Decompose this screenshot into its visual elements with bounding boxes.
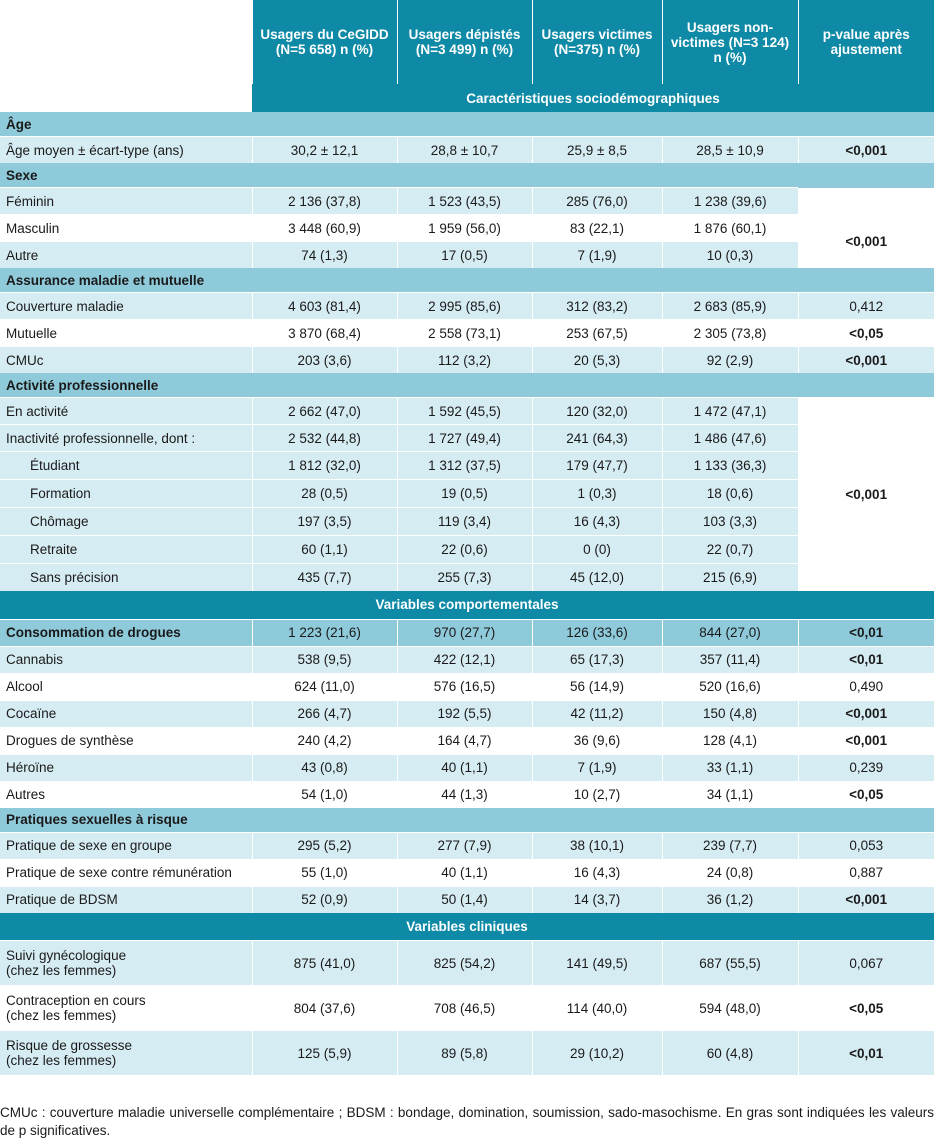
value-cell: 38 (10,1) — [532, 832, 662, 859]
value-cell: 538 (9,5) — [252, 646, 397, 673]
table-row — [0, 293, 934, 320]
value-cell: 7 (1,9) — [532, 754, 662, 781]
table-row — [0, 242, 934, 269]
table-row — [0, 941, 934, 986]
value-cell: 44 (1,3) — [397, 781, 532, 808]
table-row — [0, 859, 934, 886]
value-cell: 435 (7,7) — [252, 564, 397, 592]
value-cell: 25,9 ± 8,5 — [532, 137, 662, 164]
value-cell: 1 523 (43,5) — [397, 188, 532, 215]
pvalue-cell: <0,01 — [798, 619, 934, 646]
pvalue-cell: 0,053 — [798, 832, 934, 859]
value-cell: 295 (5,2) — [252, 832, 397, 859]
value-cell: 54 (1,0) — [252, 781, 397, 808]
header-non-victimes: Usagers non-victimes (N=3 124) n (%) — [662, 0, 798, 84]
value-cell: 825 (54,2) — [397, 941, 532, 986]
value-cell: 3 870 (68,4) — [252, 320, 397, 347]
value-cell: 28,8 ± 10,7 — [397, 137, 532, 164]
row-label: Pratique de sexe en groupe — [0, 832, 252, 859]
pvalue-cell: <0,05 — [798, 320, 934, 347]
value-cell: 239 (7,7) — [662, 832, 798, 859]
value-cell: 65 (17,3) — [532, 646, 662, 673]
header-depistes: Usagers dépistés (N=3 499) n (%) — [397, 0, 532, 84]
value-cell: 1 876 (60,1) — [662, 215, 798, 242]
value-cell: 126 (33,6) — [532, 619, 662, 646]
value-cell: 60 (1,1) — [252, 536, 397, 564]
table-row — [0, 137, 934, 164]
table-row — [0, 781, 934, 808]
table-row — [0, 347, 934, 374]
value-cell: 24 (0,8) — [662, 859, 798, 886]
table-row — [0, 398, 934, 425]
section-sexe: Sexe — [0, 163, 934, 188]
value-cell: 33 (1,1) — [662, 754, 798, 781]
pvalue-cell: <0,01 — [798, 646, 934, 673]
value-cell: 36 (1,2) — [662, 886, 798, 913]
row-label: Féminin — [0, 188, 252, 215]
row-label: Cocaïne — [0, 700, 252, 727]
row-label: Consommation de drogues — [0, 619, 252, 646]
row-label-line: Suivi gynécologique — [6, 948, 127, 963]
value-cell: 2 532 (44,8) — [252, 425, 397, 452]
value-cell: 120 (32,0) — [532, 398, 662, 425]
section-pratiques: Pratiques sexuelles à risque — [0, 808, 934, 833]
table-row — [0, 452, 934, 480]
value-cell: 16 (4,3) — [532, 859, 662, 886]
row-label — [0, 941, 252, 986]
value-cell: 179 (47,7) — [532, 452, 662, 480]
table-row — [0, 700, 934, 727]
value-cell: 1 223 (21,6) — [252, 619, 397, 646]
row-label-line: Risque de grossesse — [6, 1038, 133, 1053]
value-cell: 52 (0,9) — [252, 886, 397, 913]
value-cell: 42 (11,2) — [532, 700, 662, 727]
row-label: Couverture maladie — [0, 293, 252, 320]
value-cell: 241 (64,3) — [532, 425, 662, 452]
value-cell: 255 (7,3) — [397, 564, 532, 592]
value-cell: 10 (0,3) — [662, 242, 798, 269]
table-row — [0, 320, 934, 347]
value-cell: 0 (0) — [532, 536, 662, 564]
value-cell: 1 238 (39,6) — [662, 188, 798, 215]
pvalue-cell: <0,001 — [798, 137, 934, 164]
band-socio — [0, 84, 934, 112]
value-cell: 253 (67,5) — [532, 320, 662, 347]
band-behav — [0, 591, 934, 619]
value-cell: 103 (3,3) — [662, 508, 798, 536]
table-row — [0, 986, 934, 1031]
value-cell: 18 (0,6) — [662, 480, 798, 508]
value-cell: 128 (4,1) — [662, 727, 798, 754]
footnote: CMUc : couverture maladie universelle complémentaire ; BDSM : bondage, domination, soumission, sado-masochisme. En gras sont indiquées les valeurs de p significatives. — [0, 1105, 934, 1138]
value-cell: 22 (0,6) — [397, 536, 532, 564]
value-cell: 40 (1,1) — [397, 859, 532, 886]
value-cell: 83 (22,1) — [532, 215, 662, 242]
row-label-line: (chez les femmes) — [6, 1008, 117, 1023]
pvalue-cell: <0,05 — [798, 781, 934, 808]
pvalue-cell: <0,001 — [798, 347, 934, 374]
value-cell: 197 (3,5) — [252, 508, 397, 536]
value-cell: 16 (4,3) — [532, 508, 662, 536]
value-cell: 114 (40,0) — [532, 986, 662, 1031]
header-row — [0, 0, 934, 84]
value-cell: 2 136 (37,8) — [252, 188, 397, 215]
pvalue-cell: <0,001 — [798, 700, 934, 727]
value-cell: 89 (5,8) — [397, 1031, 532, 1076]
pvalue-cell: 0,412 — [798, 293, 934, 320]
header-pvalue: p-value après ajustement — [798, 0, 934, 84]
value-cell: 2 662 (47,0) — [252, 398, 397, 425]
row-label — [0, 986, 252, 1031]
value-cell: 92 (2,9) — [662, 347, 798, 374]
table-row — [0, 646, 934, 673]
value-cell: 312 (83,2) — [532, 293, 662, 320]
value-cell: 624 (11,0) — [252, 673, 397, 700]
row-label-line: Contraception en cours — [6, 993, 146, 1008]
value-cell: 2 558 (73,1) — [397, 320, 532, 347]
pvalue-cell: 0,067 — [798, 941, 934, 986]
value-cell: 1 (0,3) — [532, 480, 662, 508]
value-cell: 150 (4,8) — [662, 700, 798, 727]
value-cell: 30,2 ± 12,1 — [252, 137, 397, 164]
value-cell: 4 603 (81,4) — [252, 293, 397, 320]
value-cell: 17 (0,5) — [397, 242, 532, 269]
section-assurance: Assurance maladie et mutuelle — [0, 268, 934, 293]
value-cell: 1 592 (45,5) — [397, 398, 532, 425]
row-label: Retraite — [0, 536, 252, 564]
value-cell: 1 472 (47,1) — [662, 398, 798, 425]
value-cell: 844 (27,0) — [662, 619, 798, 646]
value-cell: 1 312 (37,5) — [397, 452, 532, 480]
band-clin — [0, 913, 934, 941]
value-cell: 520 (16,6) — [662, 673, 798, 700]
value-cell: 357 (11,4) — [662, 646, 798, 673]
table-row — [0, 1031, 934, 1076]
table-row — [0, 480, 934, 508]
value-cell: 804 (37,6) — [252, 986, 397, 1031]
value-cell: 3 448 (60,9) — [252, 215, 397, 242]
value-cell: 1 959 (56,0) — [397, 215, 532, 242]
header-empty-cell — [0, 0, 252, 84]
value-cell: 43 (0,8) — [252, 754, 397, 781]
table-row — [0, 832, 934, 859]
row-label: Sans précision — [0, 564, 252, 592]
value-cell: 240 (4,2) — [252, 727, 397, 754]
row-label: Autres — [0, 781, 252, 808]
row-label: Chômage — [0, 508, 252, 536]
table-row — [0, 425, 934, 452]
row-label: Formation — [0, 480, 252, 508]
value-cell: 20 (5,3) — [532, 347, 662, 374]
value-cell: 285 (76,0) — [532, 188, 662, 215]
value-cell: 28,5 ± 10,9 — [662, 137, 798, 164]
value-cell: 875 (41,0) — [252, 941, 397, 986]
section-activite: Activité professionnelle — [0, 373, 934, 398]
pvalue-cell: <0,001 — [798, 215, 934, 269]
row-label: Drogues de synthèse — [0, 727, 252, 754]
table-row — [0, 727, 934, 754]
value-cell: 22 (0,7) — [662, 536, 798, 564]
value-cell: 1 727 (49,4) — [397, 425, 532, 452]
pvalue-cell: <0,001 — [798, 398, 934, 592]
value-cell: 2 995 (85,6) — [397, 293, 532, 320]
value-cell: 28 (0,5) — [252, 480, 397, 508]
row-label: Inactivité professionnelle, dont : — [0, 425, 252, 452]
value-cell: 56 (14,9) — [532, 673, 662, 700]
value-cell: 60 (4,8) — [662, 1031, 798, 1076]
row-label: CMUc — [0, 347, 252, 374]
value-cell: 36 (9,6) — [532, 727, 662, 754]
table-row — [0, 536, 934, 564]
row-label: Pratique de BDSM — [0, 886, 252, 913]
table-row — [0, 673, 934, 700]
row-label: Pratique de sexe contre rémunération — [0, 859, 252, 886]
row-label: Âge moyen ± écart-type (ans) — [0, 137, 252, 164]
value-cell: 970 (27,7) — [397, 619, 532, 646]
value-cell: 277 (7,9) — [397, 832, 532, 859]
value-cell: 2 305 (73,8) — [662, 320, 798, 347]
band-behav-label: Variables comportementales — [0, 591, 934, 619]
pvalue-cell: <0,01 — [798, 1031, 934, 1076]
value-cell: 112 (3,2) — [397, 347, 532, 374]
value-cell: 125 (5,9) — [252, 1031, 397, 1076]
value-cell: 7 (1,9) — [532, 242, 662, 269]
value-cell: 34 (1,1) — [662, 781, 798, 808]
table-row — [0, 564, 934, 592]
section-age: Âge — [0, 112, 934, 137]
row-label: Cannabis — [0, 646, 252, 673]
value-cell: 708 (46,5) — [397, 986, 532, 1031]
value-cell: 594 (48,0) — [662, 986, 798, 1031]
band-clin-label: Variables cliniques — [0, 913, 934, 941]
row-label: Autre — [0, 242, 252, 269]
row-label: En activité — [0, 398, 252, 425]
row-label-line: (chez les femmes) — [6, 963, 117, 978]
value-cell: 1 486 (47,6) — [662, 425, 798, 452]
value-cell: 215 (6,9) — [662, 564, 798, 592]
value-cell: 55 (1,0) — [252, 859, 397, 886]
value-cell: 687 (55,5) — [662, 941, 798, 986]
value-cell: 14 (3,7) — [532, 886, 662, 913]
value-cell: 29 (10,2) — [532, 1031, 662, 1076]
header-victimes: Usagers victimes (N=375) n (%) — [532, 0, 662, 84]
pvalue-cell: <0,001 — [798, 886, 934, 913]
table-row — [0, 754, 934, 781]
row-label: Étudiant — [0, 452, 252, 480]
value-cell: 74 (1,3) — [252, 242, 397, 269]
value-cell: 40 (1,1) — [397, 754, 532, 781]
value-cell: 422 (12,1) — [397, 646, 532, 673]
value-cell: 266 (4,7) — [252, 700, 397, 727]
table-row — [0, 508, 934, 536]
value-cell: 50 (1,4) — [397, 886, 532, 913]
value-cell: 1 133 (36,3) — [662, 452, 798, 480]
pvalue-cell: <0,001 — [798, 727, 934, 754]
value-cell: 2 683 (85,9) — [662, 293, 798, 320]
value-cell: 141 (49,5) — [532, 941, 662, 986]
header-cegidd: Usagers du CeGIDD (N=5 658) n (%) — [252, 0, 397, 84]
pvalue-cell: 0,490 — [798, 673, 934, 700]
table-row — [0, 619, 934, 646]
value-cell: 19 (0,5) — [397, 480, 532, 508]
row-label: Mutuelle — [0, 320, 252, 347]
value-cell: 1 812 (32,0) — [252, 452, 397, 480]
value-cell: 45 (12,0) — [532, 564, 662, 592]
table-row — [0, 886, 934, 913]
value-cell: 576 (16,5) — [397, 673, 532, 700]
pvalue-cell: 0,239 — [798, 754, 934, 781]
row-label: Alcool — [0, 673, 252, 700]
table-row — [0, 188, 934, 215]
band-socio-label: Caractéristiques sociodémographiques — [252, 84, 934, 112]
value-cell: 10 (2,7) — [532, 781, 662, 808]
value-cell: 119 (3,4) — [397, 508, 532, 536]
row-label — [0, 1031, 252, 1076]
pvalue-cell: 0,887 — [798, 859, 934, 886]
row-label: Héroïne — [0, 754, 252, 781]
row-label: Masculin — [0, 215, 252, 242]
table-row — [0, 215, 934, 242]
pvalue-cell: <0,05 — [798, 986, 934, 1031]
value-cell: 203 (3,6) — [252, 347, 397, 374]
row-label-line: (chez les femmes) — [6, 1053, 117, 1068]
value-cell: 164 (4,7) — [397, 727, 532, 754]
value-cell: 192 (5,5) — [397, 700, 532, 727]
